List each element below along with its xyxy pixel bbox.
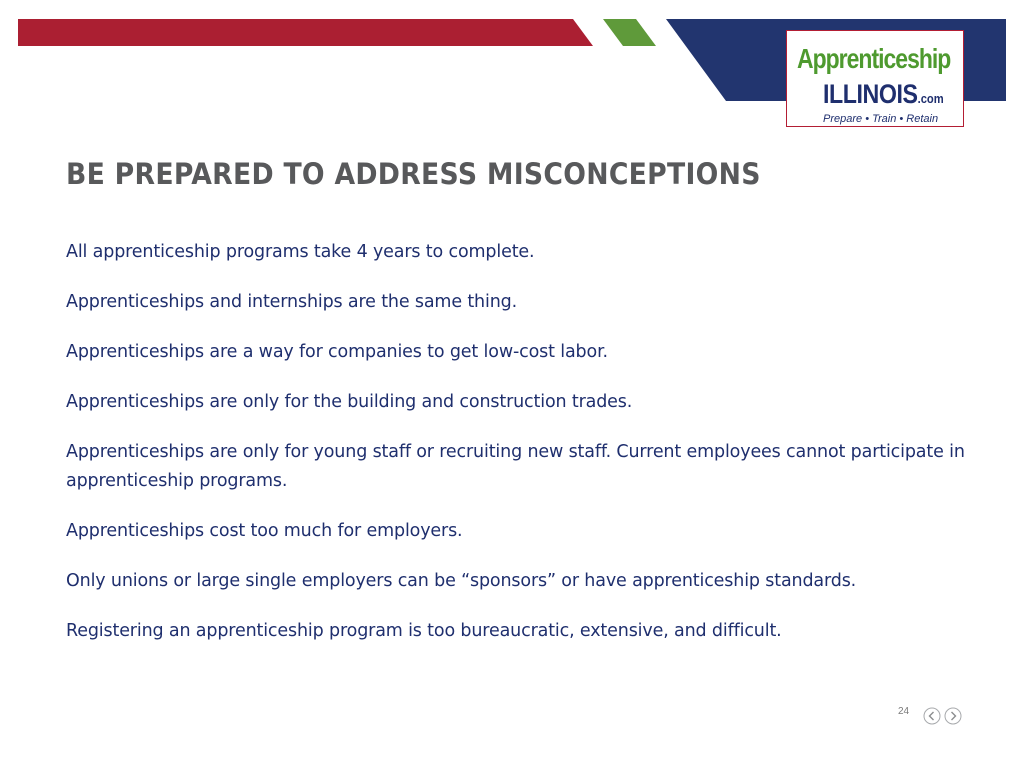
apprenticeship-illinois-logo (786, 30, 964, 127)
misconception-item: Only unions or large single employers can be “sponsors” or have apprenticeship standards. (66, 571, 857, 591)
red-stripe (18, 19, 593, 46)
misconception-item: All apprenticeship programs take 4 years to complete. (66, 242, 535, 262)
logo-illinois-text (823, 79, 944, 110)
misconceptions-list (66, 238, 966, 667)
logo-dotcom: .com (917, 91, 944, 106)
green-stripe (603, 19, 656, 46)
logo-illinois-word: ILLINOIS (823, 79, 918, 109)
chevron-right-circle-icon[interactable] (944, 707, 962, 725)
misconception-item: Registering an apprenticeship program is too bureaucratic, extensive, and difficult. (66, 621, 782, 641)
misconception-item: Apprenticeships cost too much for employers. (66, 521, 463, 541)
page-number: 24 (898, 706, 910, 717)
misconception-item: Apprenticeships are only for young staff or recruiting new staff. Current employees cannot participate in apprenticeship programs. (66, 442, 965, 491)
logo-apprenticeship-text: Apprenticeship (797, 43, 951, 74)
misconception-item: Apprenticeships and internships are the same thing. (66, 292, 518, 312)
misconception-item: Apprenticeships are only for the building and construction trades. (66, 392, 633, 412)
misconception-item: Apprenticeships are a way for companies to get low-cost labor. (66, 342, 608, 362)
chevron-left-circle-icon[interactable] (923, 707, 941, 725)
logo-tagline: Prepare • Train • Retain (823, 113, 939, 125)
slide-title: BE PREPARED TO ADDRESS MISCONCEPTIONS (66, 157, 761, 191)
